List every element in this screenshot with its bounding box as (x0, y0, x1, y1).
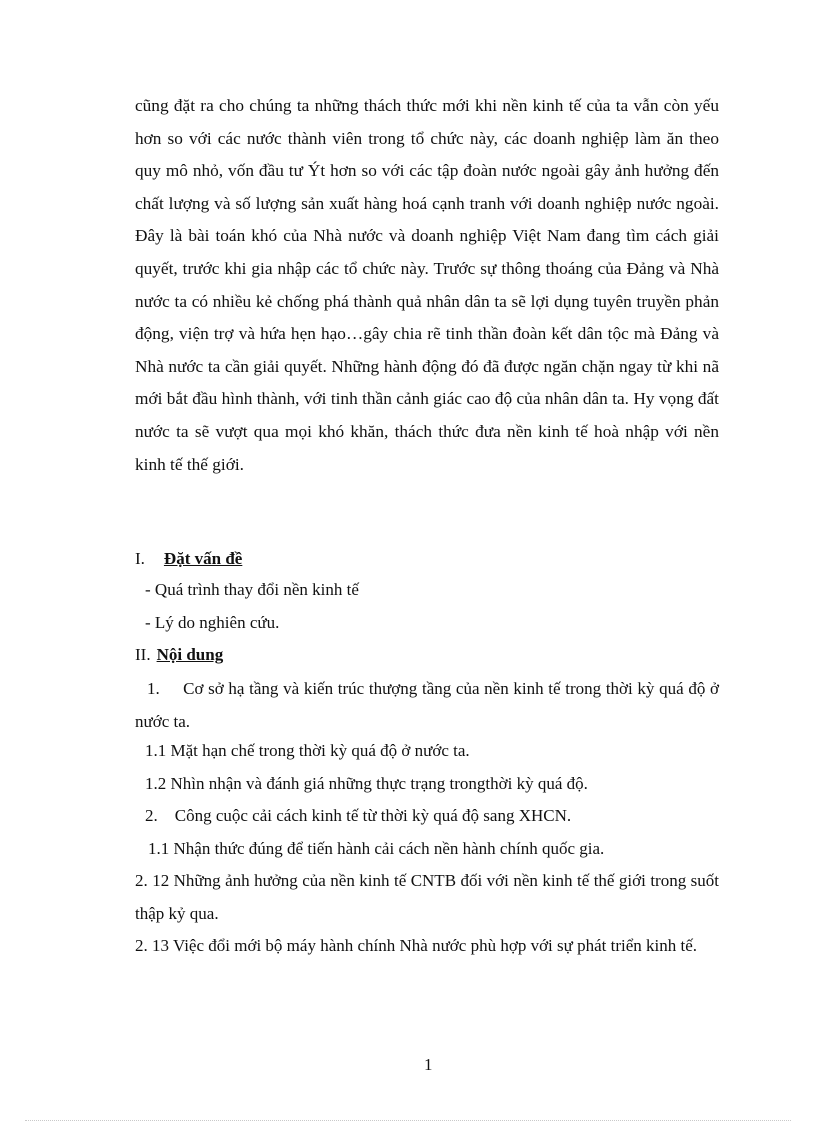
section-heading-1 (135, 547, 242, 571)
page-number: 1 (424, 1055, 433, 1074)
section-title: Đặt vấn đề (163, 549, 243, 568)
outline-item: 2. 13 Việc đổi mới bộ máy hành chính Nhà nước phù hợp với sự phát triển kinh tế. (135, 936, 698, 955)
outline-item: 1.1 Nhận thức đúng để tiến hành cải cách nền hành chính quốc gia. (148, 839, 605, 858)
section-numeral: I. (135, 549, 145, 568)
section-heading-2 (135, 643, 223, 667)
page-bottom-rule (25, 1120, 791, 1121)
outline-item: 1.1 Mặt hạn chế trong thời kỳ quá độ ở nước ta. (145, 741, 470, 760)
outline-item: - Quá trình thay đổi nền kinh tế (145, 580, 359, 599)
body-paragraph: cũng đặt ra cho chúng ta những thách thức mới khi nền kinh tế của ta vẫn còn yếu hơn so với các nước thành viên trong tổ chức này, các doanh nghiệp làm ăn theo quy mô nhỏ, vốn đầu tư Ýt hơn so với các tập đoàn nước ngoài gây ảnh hưởng đến chất lượng và số lượng sản xuất hàng hoá cạnh tranh với doanh nghiệp nước ngoài. Đây là bài toán khó của Nhà nước và doanh nghiệp Việt Nam đang tìm cách giải quyết, trước khi gia nhập các tổ chức này. Trước sự thông thoáng của Đảng và Nhà nước ta có nhiều kẻ chống phá thành quả nhân dân ta sẽ lợi dụng tuyên truyền phản động, viện trợ và hứa hẹn hạo…gây chia rẽ tinh thần đoàn kết dân tộc mà Đảng và Nhà nước ta cần giải quyết. Những hành động đó đã được ngăn chặn ngay từ khi nã mới bắt đầu hình thành, với tinh thần cảnh giác cao độ của nhân dân ta. Hy vọng đất nước ta sẽ vượt qua mọi khó khăn, thách thức đưa nền kinh tế hoà nhập với nền kinh tế thế giới. (135, 96, 719, 474)
outline-item: 2. Công cuộc cải cách kinh tế từ thời kỳ quá độ sang XHCN. (145, 806, 572, 825)
section-numeral: II. (135, 645, 151, 664)
outline-item: - Lý do nghiên cứu. (145, 613, 280, 632)
outline-item: 1.2 Nhìn nhận và đánh giá những thực trạng trongthời kỳ quá độ. (145, 774, 588, 793)
outline-item: 2. 12 Những ảnh hưởng của nền kinh tế CNTB đối với nền kinh tế thế giới trong suốt thập kỷ qua. (135, 871, 719, 923)
outline-item: 1. Cơ sở hạ tầng và kiến trúc thượng tầng của nền kinh tế trong thời kỳ quá độ ở nước ta. (135, 679, 724, 731)
section-title: Nội dung (156, 645, 224, 664)
